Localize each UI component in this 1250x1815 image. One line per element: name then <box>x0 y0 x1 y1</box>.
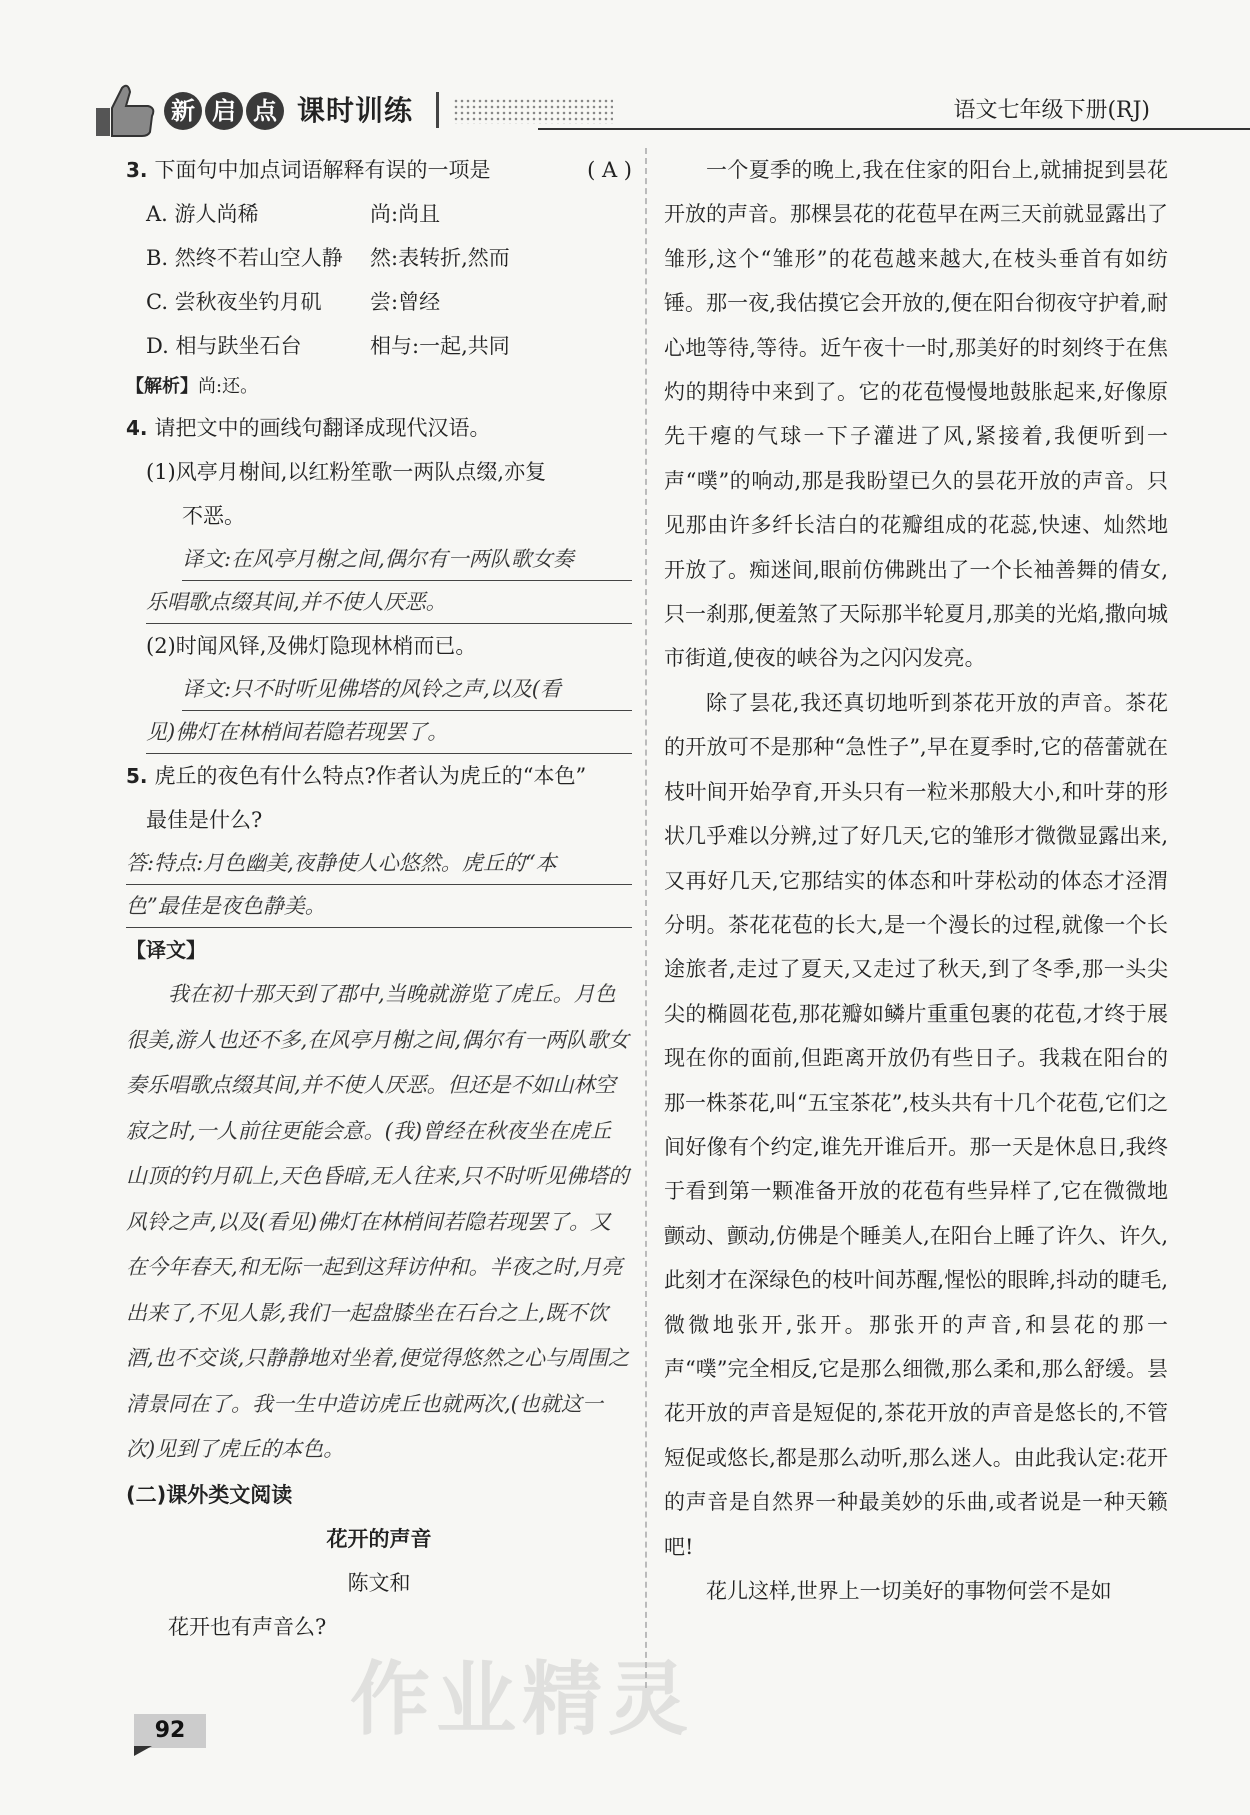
brand-char: 点 <box>246 92 284 130</box>
translation-2-cont <box>126 711 632 754</box>
question-text: 下面句中加点词语解释有误的一项是 <box>154 158 491 182</box>
page-number: 92 <box>134 1714 206 1748</box>
classical-translation: 我在初十那天到了郡中,当晚就游览了虎丘。月色很美,游人也还不多,在风亭月榭之间,偶尔有一两队歌女奏乐唱歌点缀其间,并不使人厌恶。但还是不如山林空寂之时,一人前往更能会意。(我)曾经在秋夜坐在虎丘山顶的钓月矶上,天色昏暗,无人往来,只不时听见佛塔的风铃之声,以及(看见)佛灯在林梢间若隐若现罢了。又在今年春天,和无际一起到这拜访仲和。半夜之时,月亮出来了,不见人影,我们一起盘膝坐在石台之上,既不饮酒,也不交谈,只静静地对坐着,便觉得悠然之心与周围之清景同在了。我一生中造访虎丘也就两次,(也就这一次)见到了虎丘的本色。 <box>126 982 630 1461</box>
article-title: 花开的声音 <box>326 1526 432 1551</box>
answer-line <box>126 842 632 885</box>
column-divider <box>645 148 647 1688</box>
option-gloss: 然:表转折,然而 <box>370 246 510 270</box>
watermark: 作业精灵 <box>350 1653 694 1746</box>
translation-line <box>182 538 632 581</box>
option-a <box>126 192 632 236</box>
option-gloss: 尚:尚且 <box>370 202 441 226</box>
answer-label: 答: <box>126 851 155 875</box>
question-5 <box>126 754 632 798</box>
answer-5 <box>126 842 632 885</box>
analysis-note <box>126 368 632 406</box>
sentence-1: (1)风亭月榭间,以红粉笙歌一两队点缀,亦复 <box>146 460 547 484</box>
option-sentence: C. 尝秋夜坐钓月矶 <box>146 290 322 314</box>
question-3 <box>126 148 632 192</box>
left-column <box>126 148 632 1649</box>
section-heading: (二)课外类文阅读 <box>126 1482 293 1507</box>
brand-char: 启 <box>205 92 243 130</box>
answer-5-cont <box>126 885 632 928</box>
answer-choice: ( A ) <box>587 158 632 182</box>
translation-text: 在风亭月榭之间,偶尔有一两队歌女奏 <box>231 547 574 571</box>
question-number: 4. <box>126 416 148 440</box>
option-c <box>126 280 632 324</box>
question-4 <box>126 406 632 450</box>
translation-text: 见)佛灯在林梢间若隐若现罢了。 <box>146 711 632 754</box>
question-text-cont: 最佳是什么? <box>146 808 263 832</box>
brand-char: 新 <box>164 92 202 130</box>
answer-text: 特点:月色幽美,夜静使人心悠然。虎丘的“本 <box>154 851 557 875</box>
paragraph-chahua: 除了昙花,我还真切地听到茶花开放的声音。茶花的开放可不是那种“急性子”,早在夏季时,它的蓓蕾就在枝叶间开始孕育,开头只有一粒米那般大小,和叶芽的形状几乎难以分辨,过了好几天,它的雏形才微微显露出来,又再好几天,它那结实的体态和叶芽松动的体态才泾渭分明。茶花花苞的长大,是一个漫长的过程,就像一个长途旅者,走过了夏天,又走过了秋天,到了冬季,那一头尖尖的椭圆花苞,那花瓣如鳞片重重包裹的花苞,才终于展现在你的面前,但距离开放仍有些日子。我栽在阳台的那一株茶花,叫“五宝茶花”,枝头共有十几个花苞,它们之间好像有个约定,谁先开谁后开。那一天是休息日,我终于看到第一颗准备开放的花苞有些异样了,它在微微地颤动、颤动,仿佛是个睡美人,在阳台上睡了许久、许久,此刻才在深绿色的枝叶间苏醒,惺忪的眼眸,抖动的睫毛,微微地张开,张开。那张开的声音,和昙花的那一声“噗”完全相反,它是那么细微,那么柔和,那么舒缓。昙花开放的声音是短促的,茶花开放的声音是悠长的,不管短促或悠长,都是那么动听,那么迷人。由此我认定:花开的声音是自然界一种最美妙的乐曲,或者说是一种天籁吧! <box>664 690 1168 1559</box>
article-first-line: 花开也有声音么? <box>168 1614 327 1639</box>
header-rule <box>538 128 1250 130</box>
question-number: 5. <box>126 764 148 788</box>
yiwen-heading: 【译文】 <box>126 938 206 962</box>
right-column <box>664 148 1168 1613</box>
translation-line <box>182 668 632 711</box>
option-sentence: A. 游人尚稀 <box>146 202 259 226</box>
question-text: 虎丘的夜色有什么特点?作者认为虎丘的“本色” <box>154 764 587 788</box>
paragraph-closing: 花儿这样,世界上一切美好的事物何尝不是如 <box>706 1579 1112 1603</box>
translation-text: 乐唱歌点缀其间,并不使人厌恶。 <box>146 581 632 624</box>
question-text: 请把文中的画线句翻译成现代汉语。 <box>154 416 491 440</box>
article-author: 陈文和 <box>347 1570 411 1595</box>
option-sentence: D. 相与趺坐石台 <box>146 334 302 358</box>
dot-pattern <box>453 98 613 124</box>
translation-1 <box>126 538 632 581</box>
book-title: 语文七年级下册(RJ) <box>953 98 1150 123</box>
translation-1-cont <box>126 581 632 624</box>
option-sentence: B. 然终不若山空人静 <box>146 246 343 270</box>
note-label: 【解析】 <box>126 376 198 397</box>
option-gloss: 尝:曾经 <box>370 290 441 314</box>
note-text: 尚:还。 <box>198 376 259 397</box>
option-gloss: 相与:一起,共同 <box>370 334 510 358</box>
sentence-1-cont: 不恶。 <box>182 504 245 528</box>
page-header <box>88 78 1168 140</box>
option-d <box>126 324 632 368</box>
yiwen-label <box>126 928 632 972</box>
brand-title: 课时训练 <box>297 94 414 127</box>
page-corner-mark <box>134 1746 152 1756</box>
question-number: 3. <box>126 158 148 182</box>
translation-label: 译文: <box>182 547 232 571</box>
header-divider <box>436 92 439 128</box>
thumbs-up-icon <box>88 78 158 140</box>
brand <box>164 92 413 130</box>
paragraph-tanhua: 一个夏季的晚上,我在住家的阳台上,就捕捉到昙花开放的声音。那棵昙花的花苞早在两三天前就显露出了雏形,这个“雏形”的花苞越来越大,在枝头垂首有如纺锤。那一夜,我估摸它会开放的,便在阳台彻夜守护着,耐心地等待,等待。近午夜十一时,那美好的时刻终于在焦灼的期待中来到了。它的花苞慢慢地鼓胀起来,好像原先干瘪的气球一下子灌进了风,紧接着,我便听到一声“噗”的响动,那是我盼望已久的昙花开放的声音。只见那由许多纤长洁白的花瓣组成的花蕊,快速、灿然地开放了。痴迷间,眼前仿佛跳出了一个长袖善舞的倩女,只一刹那,便羞煞了天际那半轮夏月,那美的光焰,撒向城市街道,使夜的峡谷为之闪闪发亮。 <box>664 158 1168 671</box>
translation-2 <box>126 668 632 711</box>
option-b <box>126 236 632 280</box>
answer-text: 色”最佳是夜色静美。 <box>126 885 632 928</box>
translation-label: 译文: <box>182 677 232 701</box>
translation-text: 只不时听见佛塔的风铃之声,以及(看 <box>231 677 561 701</box>
sentence-2: (2)时闻风铎,及佛灯隐现林梢而已。 <box>146 634 477 658</box>
